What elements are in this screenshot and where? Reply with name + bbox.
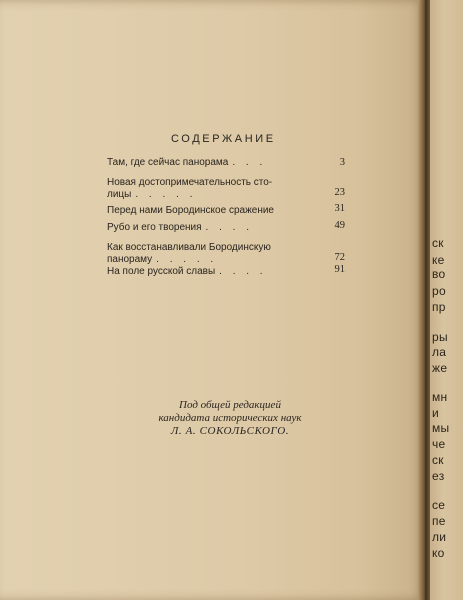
next-page-text: че (432, 437, 446, 451)
toc-leader-dots: . . . . (205, 222, 253, 233)
toc-entry (107, 266, 345, 278)
toc-page-number: 72 (334, 252, 345, 263)
toc-entry-title: Там, где сейчас панорама (107, 157, 229, 168)
next-page-text: ро (432, 284, 446, 298)
toc-page-number: 23 (334, 187, 345, 198)
credit-line: Под общей редакцией (179, 399, 281, 411)
toc-entry-title: На поле русской славы (107, 266, 216, 277)
toc-page-number: 3 (339, 157, 345, 168)
toc-leader-dots: . . . . . (135, 189, 197, 200)
next-page-text: се (432, 498, 446, 512)
next-page-text: мы (432, 421, 450, 435)
toc-entry-title: Как восстанавливали Бородинскую (107, 242, 271, 253)
next-page-text: мн (432, 390, 448, 404)
toc-leader-dots: . . . . (219, 266, 267, 277)
next-page-text: ры (432, 330, 448, 344)
next-page-edge (430, 0, 463, 600)
toc-entry-title: Перед нами Бородинское сражение (107, 205, 274, 216)
toc-entry (107, 177, 345, 201)
next-page-text: ла (432, 345, 447, 359)
next-page-text: ез (432, 469, 445, 483)
next-page-text: ск (432, 236, 444, 250)
toc-page-number: 31 (334, 203, 345, 214)
next-page-text: ко (432, 546, 445, 560)
editor-name: Л. А. СОКОЛЬСКОГО. (170, 425, 290, 437)
toc-leader-dots: . . . (232, 157, 267, 168)
credit-line: кандидата исторических наук (158, 412, 302, 424)
toc-entry-title: Новая достопримечательность сто- (107, 177, 273, 188)
next-page-text: ск (432, 453, 444, 467)
next-page-text: ли (432, 530, 447, 544)
toc-entry (107, 157, 345, 169)
next-page-text: ке (432, 253, 445, 267)
toc-entry (107, 222, 345, 234)
toc-entry-title-continued: панораму (107, 254, 153, 265)
toc-entry-title: Рубо и его творения (107, 222, 202, 233)
next-page-text: во (432, 267, 446, 281)
toc-entry (107, 205, 345, 217)
next-page-text: же (432, 361, 448, 375)
next-page-text: пе (432, 514, 446, 528)
toc-page-number: 49 (334, 220, 345, 231)
toc-entry-title-continued: лицы (107, 189, 132, 200)
toc-title: СОДЕРЖАНИЕ (171, 133, 276, 145)
editorial-credit (150, 399, 310, 438)
next-page-text: и (432, 406, 440, 420)
toc-leader-dots: . . . . . (156, 254, 218, 265)
next-page-text: пр (432, 300, 446, 314)
toc-entry (107, 242, 345, 266)
toc-page-number: 91 (334, 264, 345, 275)
